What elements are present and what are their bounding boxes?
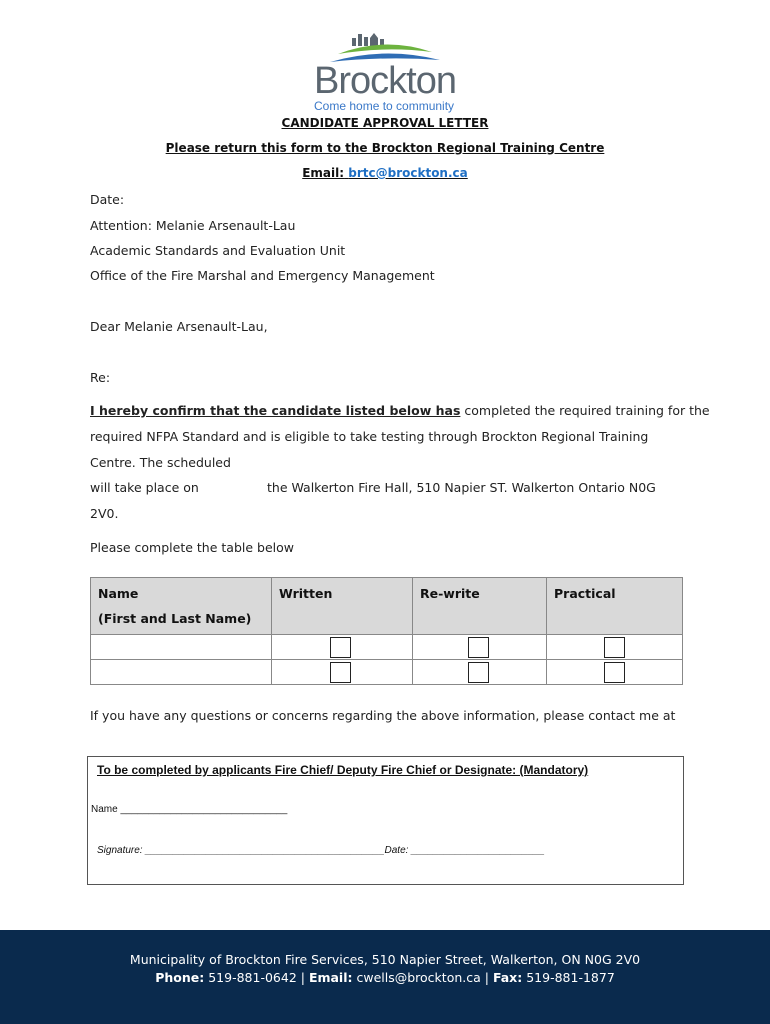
rewrite-cell — [413, 660, 547, 685]
page-title: CANDIDATE APPROVAL LETTER — [281, 116, 489, 130]
logo-tagline: Come home to community — [314, 99, 455, 113]
table-row — [91, 660, 683, 685]
table-header-row — [91, 578, 683, 635]
footer-email[interactable]: cwells@brockton.ca | — [352, 970, 493, 985]
re-line: Re: — [90, 370, 111, 385]
footer-phone: 519-881-0642 | — [204, 970, 309, 985]
name-cell[interactable] — [91, 635, 272, 660]
office-line: Office of the Fire Marshal and Emergency Management — [90, 268, 435, 283]
footer-contact — [0, 970, 770, 985]
logo-wordmark: Brockton — [314, 60, 456, 102]
attention-line: Attention: Melanie Arsenault-Lau — [90, 218, 296, 233]
chief-signature-field[interactable]: Signature: ___________________________________________Date: ________________________ — [97, 845, 545, 856]
return-instruction: Please return this form to the Brockton Regional Training Centre — [165, 141, 605, 155]
practical-checkbox[interactable] — [604, 637, 625, 658]
confirm-rest: completed the required training for the — [460, 403, 710, 418]
footer-fax-label: Fax: — [492, 970, 523, 985]
header-rewrite: Re-write — [413, 578, 547, 635]
rewrite-checkbox[interactable] — [468, 637, 489, 658]
practical-cell — [547, 635, 683, 660]
body-line-5: 2V0. — [90, 506, 119, 521]
chief-name-field[interactable]: Name ______________________________ — [91, 804, 288, 815]
email-label: Email: — [302, 166, 345, 180]
unit-line: Academic Standards and Evaluation Unit — [90, 243, 346, 258]
header-written: Written — [272, 578, 413, 635]
practical-checkbox[interactable] — [604, 662, 625, 683]
rewrite-cell — [413, 635, 547, 660]
footer — [0, 930, 770, 1024]
body-line-4a: will take place on — [90, 480, 199, 495]
fire-chief-title: To be completed by applicants Fire Chief/ Deputy Fire Chief or Designate: (Mandatory) — [97, 763, 589, 777]
contact-line: If you have any questions or concerns regarding the above information, please contact me at — [90, 708, 676, 723]
confirm-line — [90, 403, 710, 418]
salutation: Dear Melanie Arsenault-Lau, — [90, 319, 268, 334]
fire-chief-section — [87, 756, 684, 885]
body-line-2: required NFPA Standard and is eligible to take testing through Brockton Regional Training — [90, 429, 649, 444]
candidate-table — [90, 577, 683, 685]
written-cell — [272, 660, 413, 685]
name-cell[interactable] — [91, 660, 272, 685]
footer-email-label: Email: — [308, 970, 353, 985]
confirm-bold: I hereby confirm that the candidate listed below has — [90, 403, 461, 418]
written-checkbox[interactable] — [330, 637, 351, 658]
written-checkbox[interactable] — [330, 662, 351, 683]
footer-fax: 519-881-1877 — [522, 970, 615, 985]
footer-address: Municipality of Brockton Fire Services, 510 Napier Street, Walkerton, ON N0G 2V0 — [129, 952, 641, 967]
email-line — [0, 166, 770, 180]
email-link[interactable]: brtc@brockton.ca — [348, 166, 468, 180]
brockton-logo — [300, 28, 470, 114]
header-name-sub: (First and Last Name) — [98, 611, 252, 626]
table-row — [91, 635, 683, 660]
header-practical: Practical — [547, 578, 683, 635]
header-name-label: Name — [98, 586, 139, 601]
table-intro: Please complete the table below — [90, 540, 294, 555]
written-cell — [272, 635, 413, 660]
header-name — [91, 578, 272, 635]
date-line: Date: — [90, 192, 125, 207]
body-line-3: Centre. The scheduled — [90, 455, 231, 470]
rewrite-checkbox[interactable] — [468, 662, 489, 683]
footer-phone-label: Phone: — [155, 970, 205, 985]
practical-cell — [547, 660, 683, 685]
body-line-4b: the Walkerton Fire Hall, 510 Napier ST. Walkerton Ontario N0G — [267, 480, 656, 495]
